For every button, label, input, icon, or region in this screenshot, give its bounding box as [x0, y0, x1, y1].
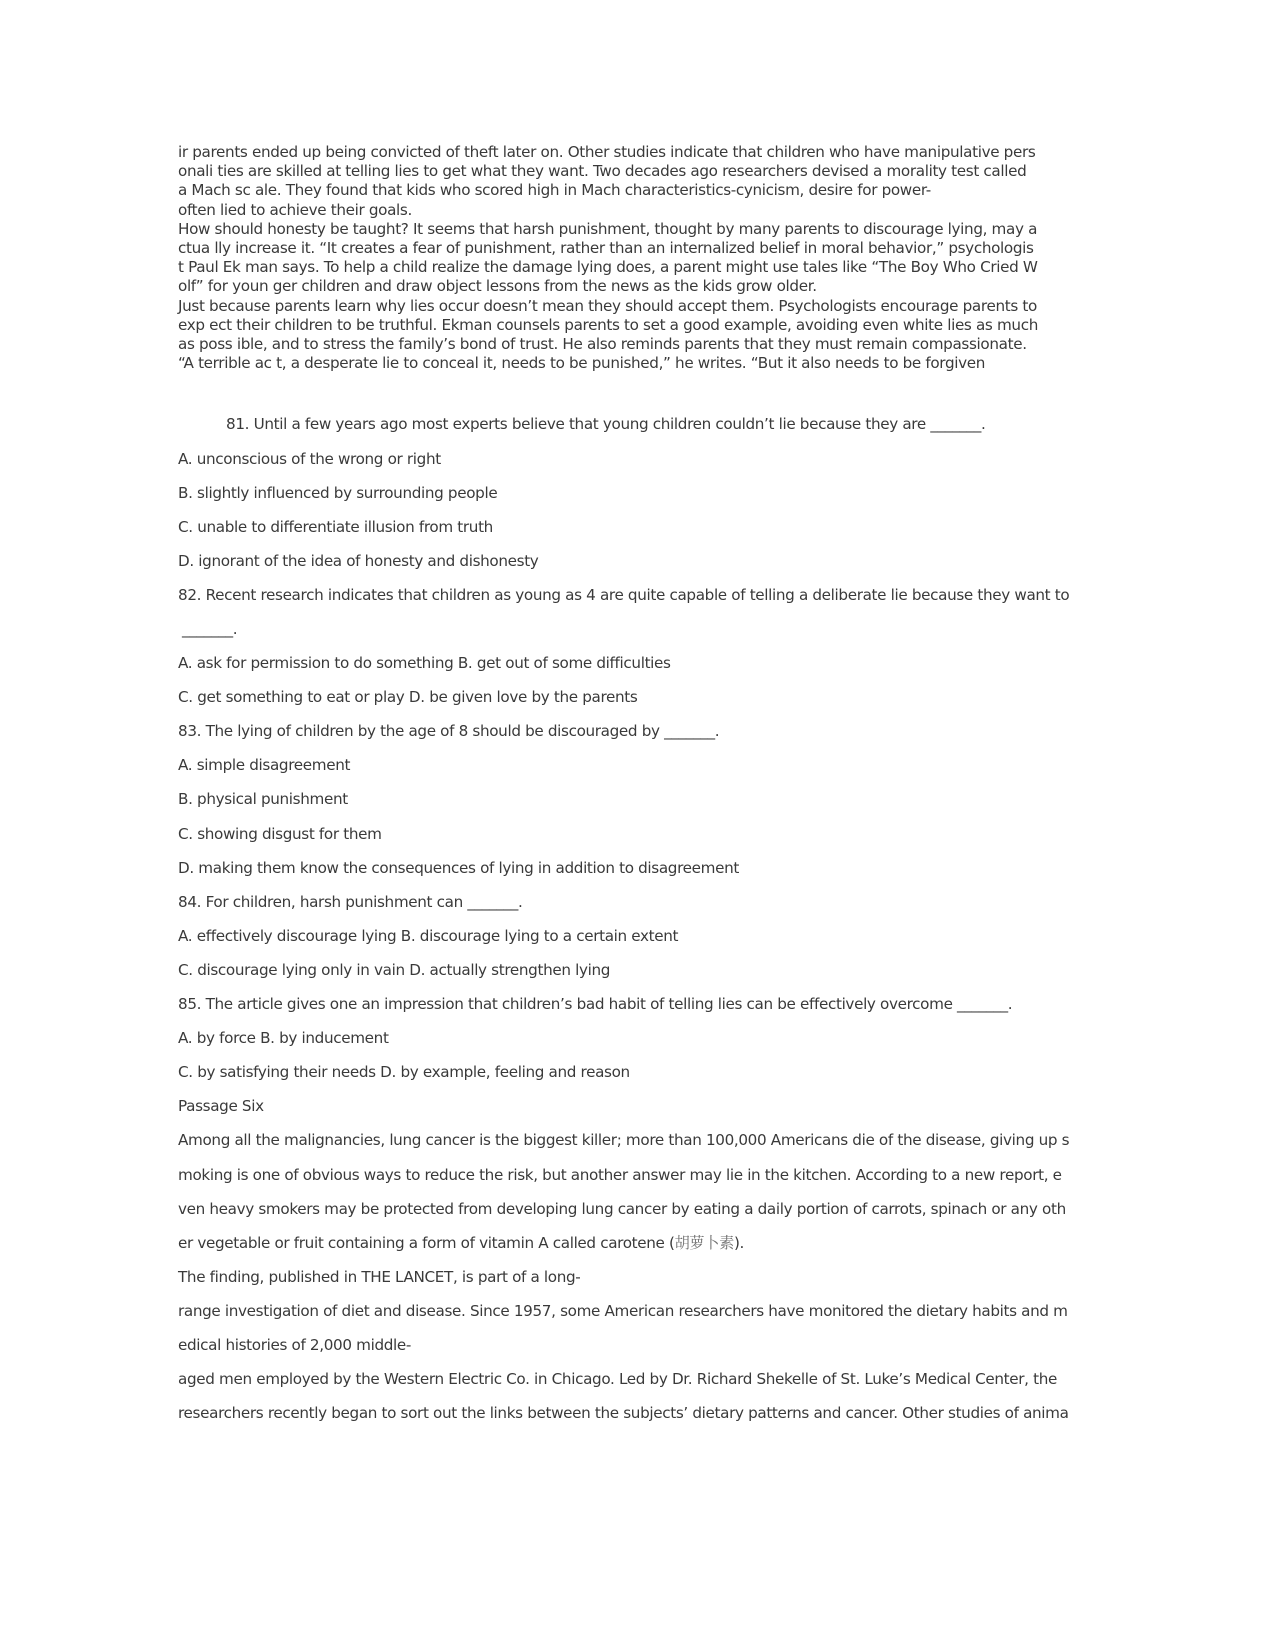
text-line: range investigation of diet and disease. Since 1957, some American researchers have monitored the dietary habits and m	[178, 1301, 1068, 1320]
text-line: moking is one of obvious ways to reduce the risk, but another answer may lie in the kitchen. According to a new report, e	[178, 1165, 1062, 1184]
paragraph: Just because parents learn why lies occur doesn’t mean they should accept them. Psychologists encourage parents to exp ect their children to be truthful. Ekman counsels parents to set a good example, avoiding even white lies as much as poss ible, and to stress the family’s bond of trust. He also reminds parents that they must remain compassionate. “A terrible ac t, a desperate lie to conceal it, needs to be punished,” he writes. “But it also needs to be forgiven	[178, 296, 1038, 373]
question-stem: 82. Recent research indicates that children as young as 4 are quite capable of telling a deliberate lie because they want to	[178, 585, 1070, 604]
paragraph: often lied to achieve their goals.	[178, 200, 412, 219]
document-page	[178, 143, 1070, 1436]
answer-option: D. making them know the consequences of lying in addition to disagreement	[178, 858, 739, 877]
text-line: edical histories of 2,000 middle-	[178, 1335, 412, 1354]
answer-option: A. unconscious of the wrong or right	[178, 449, 441, 468]
answer-option: C. get something to eat or play D. be given love by the parents	[178, 688, 638, 707]
question-82	[178, 584, 1070, 720]
answer-option: A. by force B. by inducement	[178, 1029, 389, 1048]
text-segment: ).	[733, 1233, 744, 1252]
passage-six	[178, 1095, 1070, 1436]
text-line: aged men employed by the Western Electric Co. in Chicago. Led by Dr. Richard Shekelle of St. Luke’s Medical Center, the	[178, 1370, 1057, 1389]
question-83	[178, 720, 1038, 890]
passage-five-tail	[178, 143, 1038, 373]
question-stem: 81. Until a few years ago most experts believe that young children couldn’t lie because they are _______.	[226, 415, 986, 434]
answer-option: D. ignorant of the idea of honesty and dishonesty	[178, 551, 539, 570]
answer-option: C. by satisfying their needs D. by example, feeling and reason	[178, 1063, 630, 1082]
passage-heading: Passage Six	[178, 1097, 264, 1116]
question-85	[178, 993, 1038, 1095]
question-84	[178, 891, 1038, 993]
answer-option: C. unable to differentiate illusion from truth	[178, 517, 493, 536]
question-stem: 84. For children, harsh punishment can _______.	[178, 892, 523, 911]
text-line	[178, 1232, 1038, 1266]
answer-option: A. effectively discourage lying B. discourage lying to a certain extent	[178, 926, 679, 945]
answer-option: B. physical punishment	[178, 790, 348, 809]
chinese-gloss: 胡萝卜素	[674, 1233, 734, 1252]
text-segment: er vegetable or fruit containing a form of vitamin A called carotene (	[178, 1233, 675, 1252]
answer-option: A. simple disagreement	[178, 756, 351, 775]
answer-option: C. showing disgust for them	[178, 824, 382, 843]
answer-option: B. slightly influenced by surrounding people	[178, 483, 498, 502]
answer-option: C. discourage lying only in vain D. actually strengthen lying	[178, 960, 611, 979]
answer-option: A. ask for permission to do something B. get out of some difficulties	[178, 654, 671, 673]
question-stem-continuation: _______.	[182, 620, 238, 638]
text-line: The finding, published in THE LANCET, is part of a long-	[178, 1267, 581, 1286]
paragraph: How should honesty be taught? It seems that harsh punishment, thought by many parents to discourage lying, may actua lly increase it. “It creates a fear of punishment, rather than an internalized belief in moral behavior,” psychologist Paul Ek man says. To help a child realize the damage lying does, a parent might use tales like “The Boy Who Cried Wolf” for youn ger children and draw object lessons from the news as the kids grow older.	[178, 219, 1038, 296]
question-stem: 85. The article gives one an impression that children’s bad habit of telling lies can be effectively overcome _______.	[178, 995, 1013, 1014]
question-81	[178, 413, 1038, 583]
text-line: Among all the malignancies, lung cancer is the biggest killer; more than 100,000 Americans die of the disease, giving up s	[178, 1131, 1070, 1150]
paragraph: ir parents ended up being convicted of theft later on. Other studies indicate that children who have manipulative personali ties are skilled at telling lies to get what they want. Two decades ago researchers devised a morality test called a Mach sc ale. They found that kids who scored high in Mach characteristics-cynicism, desire for power-	[178, 143, 1036, 200]
text-line: researchers recently began to sort out the links between the subjects’ dietary patterns and cancer. Other studies of anima	[178, 1404, 1069, 1423]
text-line: ven heavy smokers may be protected from developing lung cancer by eating a daily portion of carrots, spinach or any oth	[178, 1199, 1066, 1218]
question-stem: 83. The lying of children by the age of 8 should be discouraged by _______.	[178, 722, 720, 741]
